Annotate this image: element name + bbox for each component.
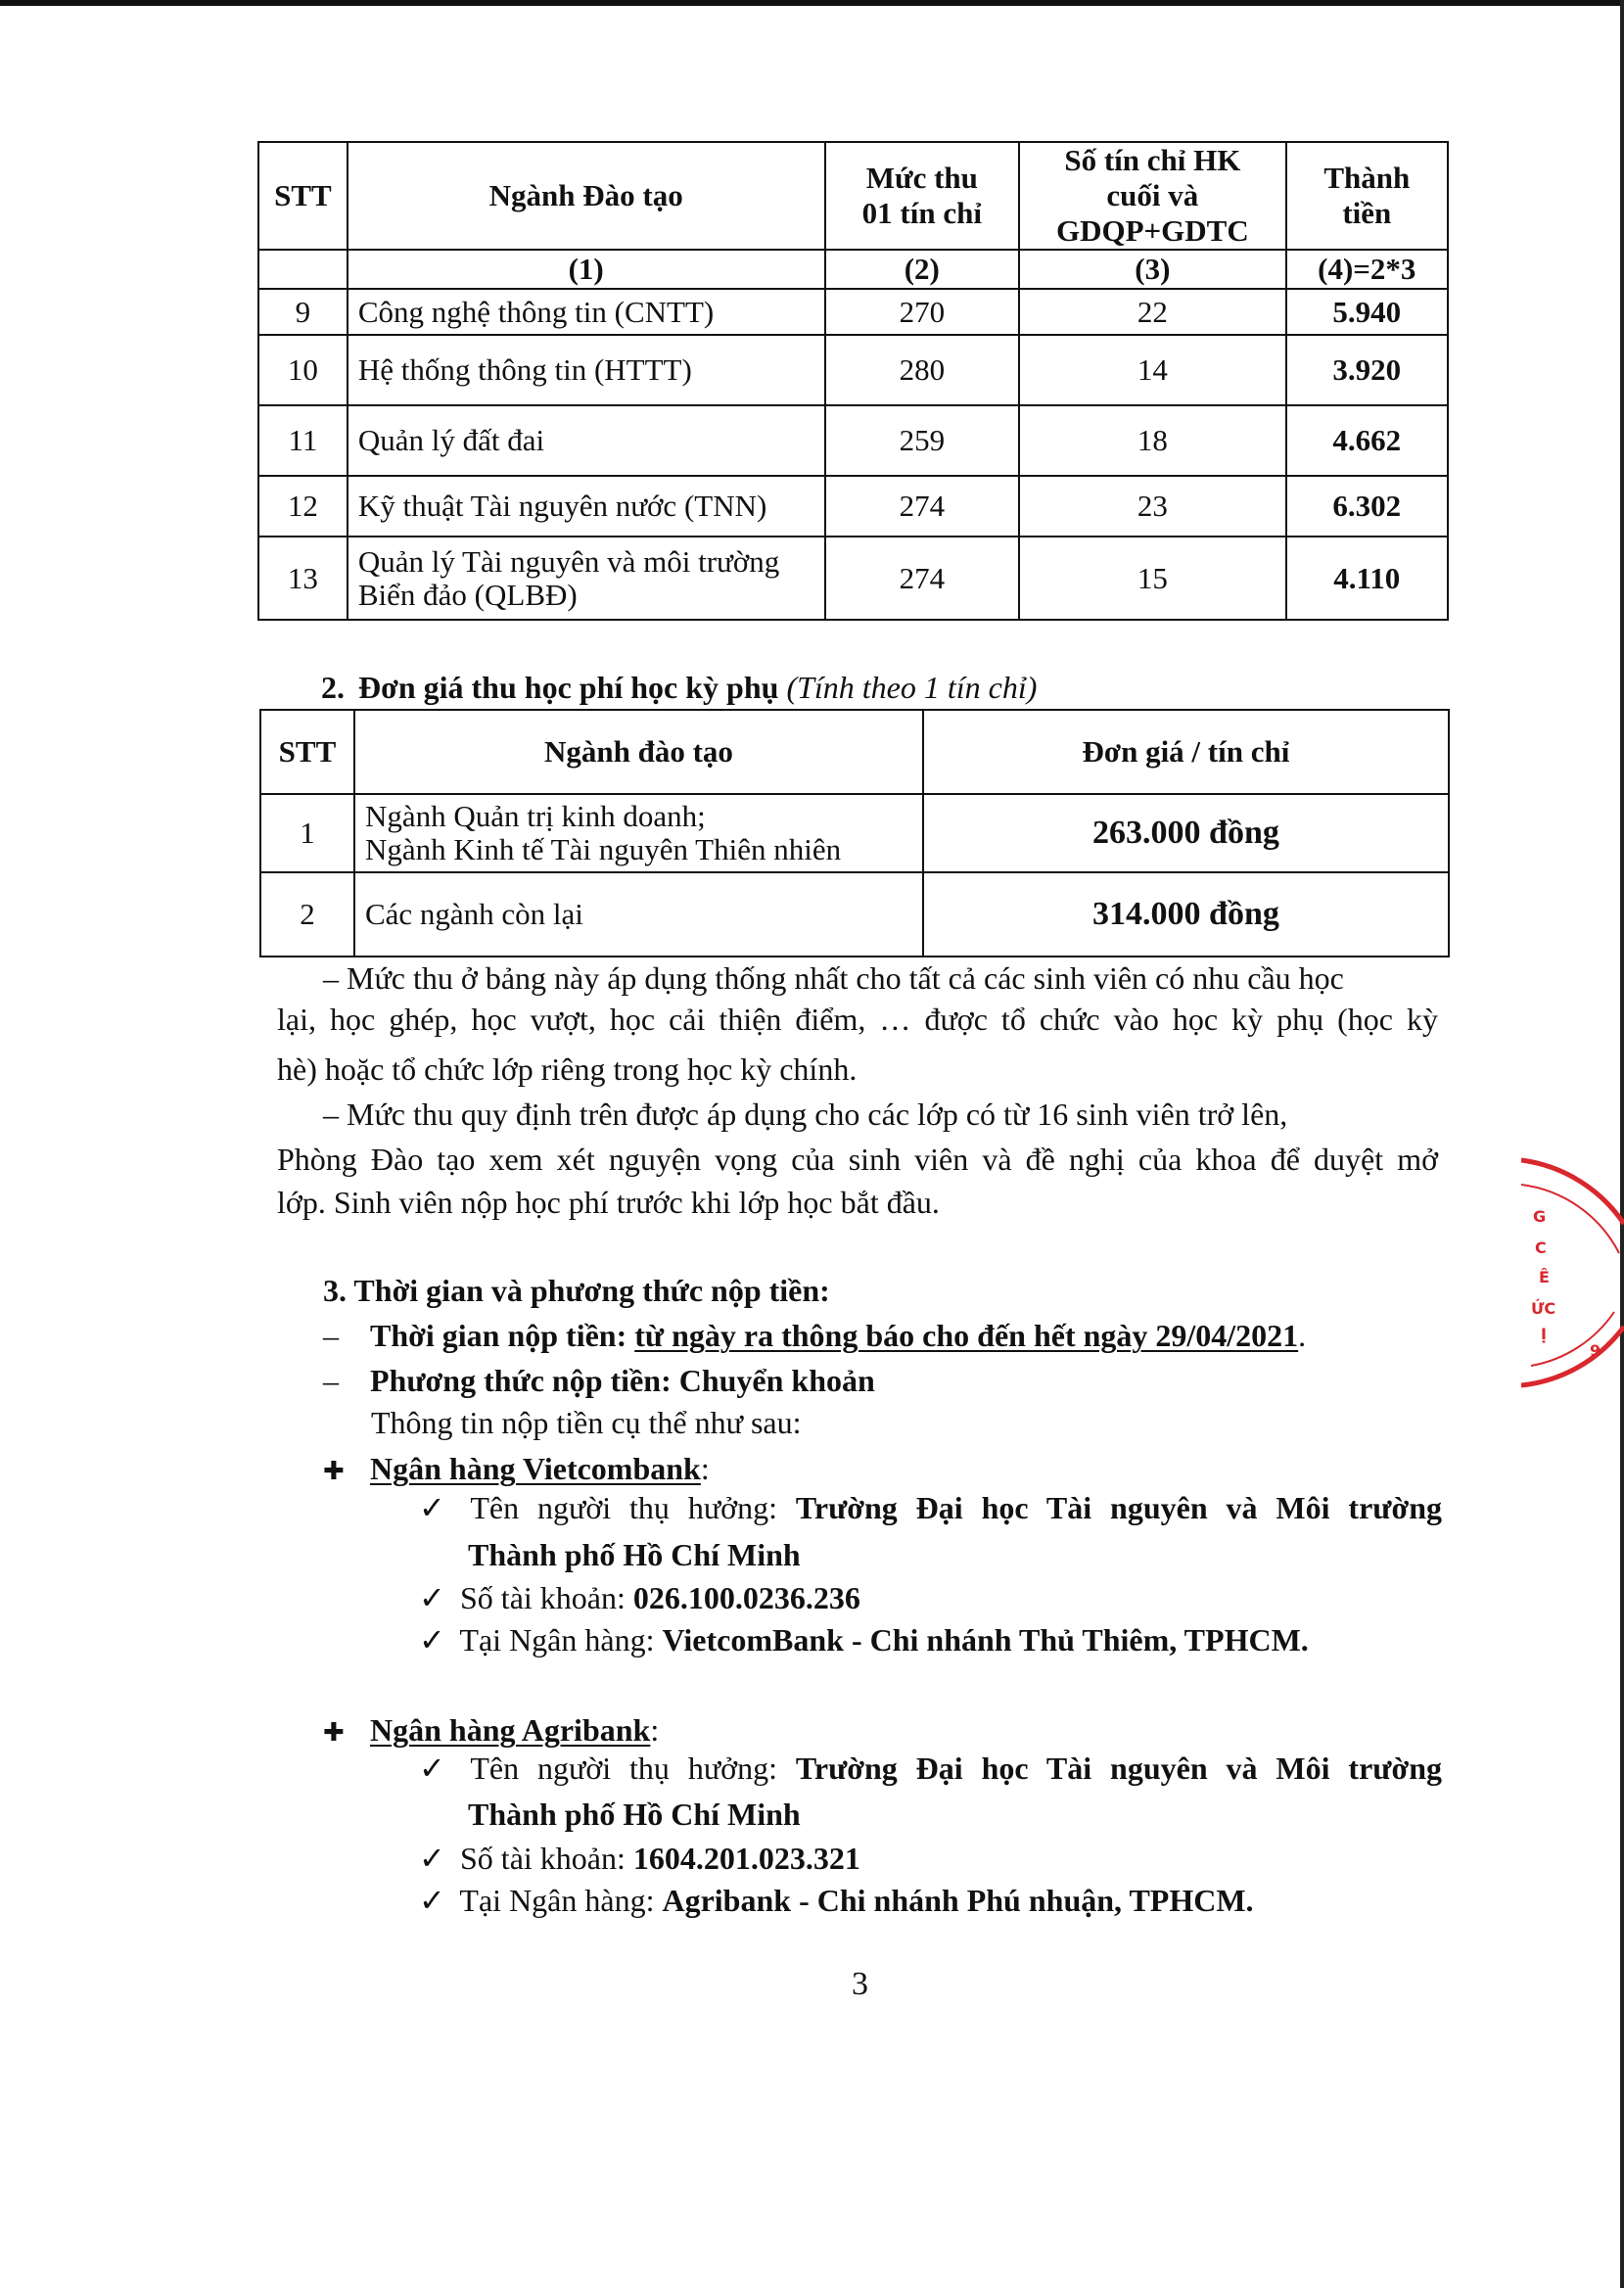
cell-total: 6.302 — [1286, 476, 1448, 537]
bank-vietcombank-heading: ✚ Ngân hàng Vietcombank: — [323, 1449, 710, 1491]
payment-time-label: Thời gian nộp tiền: — [370, 1318, 627, 1353]
cell-stt: 9 — [258, 289, 348, 335]
check-mark-icon: ✓ — [419, 1883, 445, 1918]
check-mark-icon: ✓ — [419, 1751, 445, 1786]
svg-text:Ê: Ê — [1539, 1268, 1550, 1286]
section-note: (Tính theo 1 tín chỉ) — [786, 670, 1038, 705]
cell-stt: 10 — [258, 335, 348, 405]
dash: – — [323, 1318, 339, 1353]
vcb-recipient-line-2: Thành phố Hồ Chí Minh — [468, 1537, 801, 1572]
cell-stt: 12 — [258, 476, 348, 537]
agri-recipient — [419, 1749, 1442, 1788]
table-row — [258, 405, 1448, 476]
header-unit-price: Đơn giá / tín chỉ — [923, 710, 1449, 794]
cell-credits: 22 — [1019, 289, 1285, 335]
recipient-name: Trường Đại học Tài nguyên và Môi trường — [795, 1490, 1443, 1525]
table-row — [260, 794, 1449, 872]
cell-total: 3.920 — [1286, 335, 1448, 405]
cell-credits: 14 — [1019, 335, 1285, 405]
recipient-label: Tên người thụ hưởng: — [470, 1751, 777, 1786]
branch-name: VietcomBank - Chi nhánh Thủ Thiêm, TPHCM. — [662, 1622, 1309, 1658]
agri-recipient-line-2: Thành phố Hồ Chí Minh — [468, 1797, 801, 1832]
check-mark-icon: ✓ — [419, 1580, 445, 1615]
section-number: 2. — [321, 670, 345, 705]
table-row — [258, 335, 1448, 405]
subheader-cell: (3) — [1019, 250, 1285, 289]
check-mark-icon: ✓ — [419, 1841, 445, 1876]
note-1-line-1: – Mức thu ở bảng này áp dụng thống nhất cho tất cả các sinh viên có nhu cầu học — [323, 960, 1344, 996]
header-credits: Số tín chỉ HK cuối và GDQP+GDTC — [1019, 142, 1285, 250]
cell-total: 5.940 — [1286, 289, 1448, 335]
cell-major: Kỹ thuật Tài nguyên nước (TNN) — [348, 476, 825, 537]
cell-fee: 274 — [825, 476, 1020, 537]
dash: – — [323, 1363, 339, 1398]
payment-time-value: từ ngày ra thông báo cho đến hết ngày 29/04/2021 — [634, 1318, 1299, 1353]
header-total: Thành tiền — [1286, 142, 1448, 250]
account-label: Số tài khoản: — [460, 1841, 626, 1876]
branch-label: Tại Ngân hàng: — [459, 1883, 655, 1918]
svg-text:9: 9 — [1590, 1341, 1601, 1360]
account-number: 026.100.0236.236 — [632, 1580, 860, 1615]
table-header-row — [260, 710, 1449, 794]
table-row — [258, 476, 1448, 537]
bank-agribank-heading: ✚ Ngân hàng Agribank: — [323, 1710, 659, 1752]
svg-text:Ị: Ị — [1541, 1325, 1547, 1343]
cell-stt: 2 — [260, 872, 354, 957]
plus-bullet-icon: ✚ — [323, 1718, 345, 1747]
cell-credits: 18 — [1019, 405, 1285, 476]
check-mark-icon: ✓ — [419, 1622, 445, 1658]
header-stt: STT — [258, 142, 348, 250]
page-number: 3 — [852, 1966, 868, 2002]
cell-stt: 13 — [258, 537, 348, 620]
account-number: 1604.201.023.321 — [632, 1841, 860, 1876]
cell-total: 4.110 — [1286, 537, 1448, 620]
section-3-heading: 3. Thời gian và phương thức nộp tiền: — [323, 1273, 830, 1308]
note-2-line-1: – Mức thu quy định trên được áp dụng cho các lớp có từ 16 sinh viên trở lên, — [323, 1097, 1288, 1132]
table-header-row — [258, 142, 1448, 250]
note-1-line-3: hè) hoặc tổ chức lớp riêng trong học kỳ chính. — [277, 1051, 858, 1087]
cell-major: Quản lý Tài nguyên và môi trường Biển đảo (QLBĐ) — [348, 537, 825, 620]
section-title: Đơn giá thu học phí học kỳ phụ — [358, 670, 779, 705]
cell-credits: 15 — [1019, 537, 1285, 620]
cell-major: Các ngành còn lại — [354, 872, 923, 957]
svg-text:G: G — [1533, 1207, 1547, 1226]
branch-label: Tại Ngân hàng: — [459, 1622, 655, 1658]
major-line: Ngành Quản trị kinh doanh; — [364, 799, 706, 833]
vcb-recipient — [419, 1488, 1442, 1527]
cell-price: 263.000 đồng — [923, 794, 1449, 872]
cell-major — [354, 794, 923, 872]
agri-branch — [419, 1881, 1254, 1920]
subheader-cell: (1) — [348, 250, 825, 289]
cell-major: Quản lý đất đai — [348, 405, 825, 476]
payment-time: – Thời gian nộp tiền: từ ngày ra thông báo cho đến hết ngày 29/04/2021. — [323, 1318, 1307, 1353]
header-fee-per-credit: Mức thu 01 tín chỉ — [825, 142, 1020, 250]
cell-total: 4.662 — [1286, 405, 1448, 476]
payment-info-intro: Thông tin nộp tiền cụ thể như sau: — [371, 1405, 802, 1440]
cell-stt: 11 — [258, 405, 348, 476]
payment-method-label: Phương thức nộp tiền: Chuyển khoản — [370, 1363, 875, 1398]
account-label: Số tài khoản: — [460, 1580, 626, 1615]
subheader-cell — [258, 250, 348, 289]
agri-account — [419, 1839, 860, 1878]
table-row — [258, 537, 1448, 620]
header-major: Ngành Đào tạo — [348, 142, 825, 250]
vcb-branch — [419, 1620, 1309, 1659]
table-row — [260, 872, 1449, 957]
summer-term-fee-table — [259, 709, 1450, 957]
recipient-label: Tên người thụ hưởng: — [470, 1490, 777, 1525]
tuition-table-semester — [257, 141, 1449, 621]
subheader-cell: (2) — [825, 250, 1020, 289]
note-1-line-2: lại, học ghép, học vượt, học cải thiện điểm, … được tổ chức vào học kỳ phụ (học kỳ — [277, 1002, 1438, 1037]
header-major: Ngành đào tạo — [354, 710, 923, 794]
bank-name: Ngân hàng Vietcombank — [370, 1451, 701, 1486]
cell-fee: 280 — [825, 335, 1020, 405]
cell-major: Hệ thống thông tin (HTTT) — [348, 335, 825, 405]
cell-major: Công nghệ thông tin (CNTT) — [348, 289, 825, 335]
table-row — [258, 289, 1448, 335]
cell-price: 314.000 đồng — [923, 872, 1449, 957]
cell-fee: 259 — [825, 405, 1020, 476]
cell-credits: 23 — [1019, 476, 1285, 537]
table-subheader-row — [258, 250, 1448, 289]
recipient-name: Trường Đại học Tài nguyên và Môi trường — [795, 1751, 1443, 1786]
bank-name: Ngân hàng Agribank — [370, 1712, 651, 1748]
subheader-cell: (4)=2*3 — [1286, 250, 1448, 289]
section-2-heading — [321, 668, 1037, 707]
cell-fee: 270 — [825, 289, 1020, 335]
svg-text:C: C — [1535, 1238, 1547, 1257]
vcb-account — [419, 1578, 860, 1617]
plus-bullet-icon: ✚ — [323, 1457, 345, 1485]
note-2-line-2: Phòng Đào tạo xem xét nguyện vọng của sinh viên và đề nghị của khoa để duyệt mở — [277, 1142, 1438, 1177]
red-seal-stamp — [1521, 1145, 1624, 1420]
svg-text:ỨC: ỨC — [1531, 1299, 1556, 1318]
check-mark-icon: ✓ — [419, 1490, 445, 1525]
scan-top-border — [0, 0, 1624, 6]
scan-right-border — [1620, 0, 1624, 2288]
major-line: Ngành Kinh tế Tài nguyên Thiên nhiên — [364, 832, 842, 866]
branch-name: Agribank - Chi nhánh Phú nhuận, TPHCM. — [662, 1883, 1254, 1918]
payment-method — [323, 1361, 875, 1400]
note-2-line-3: lớp. Sinh viên nộp học phí trước khi lớp học bắt đầu. — [277, 1185, 940, 1220]
header-stt: STT — [260, 710, 354, 794]
cell-stt: 1 — [260, 794, 354, 872]
cell-fee: 274 — [825, 537, 1020, 620]
